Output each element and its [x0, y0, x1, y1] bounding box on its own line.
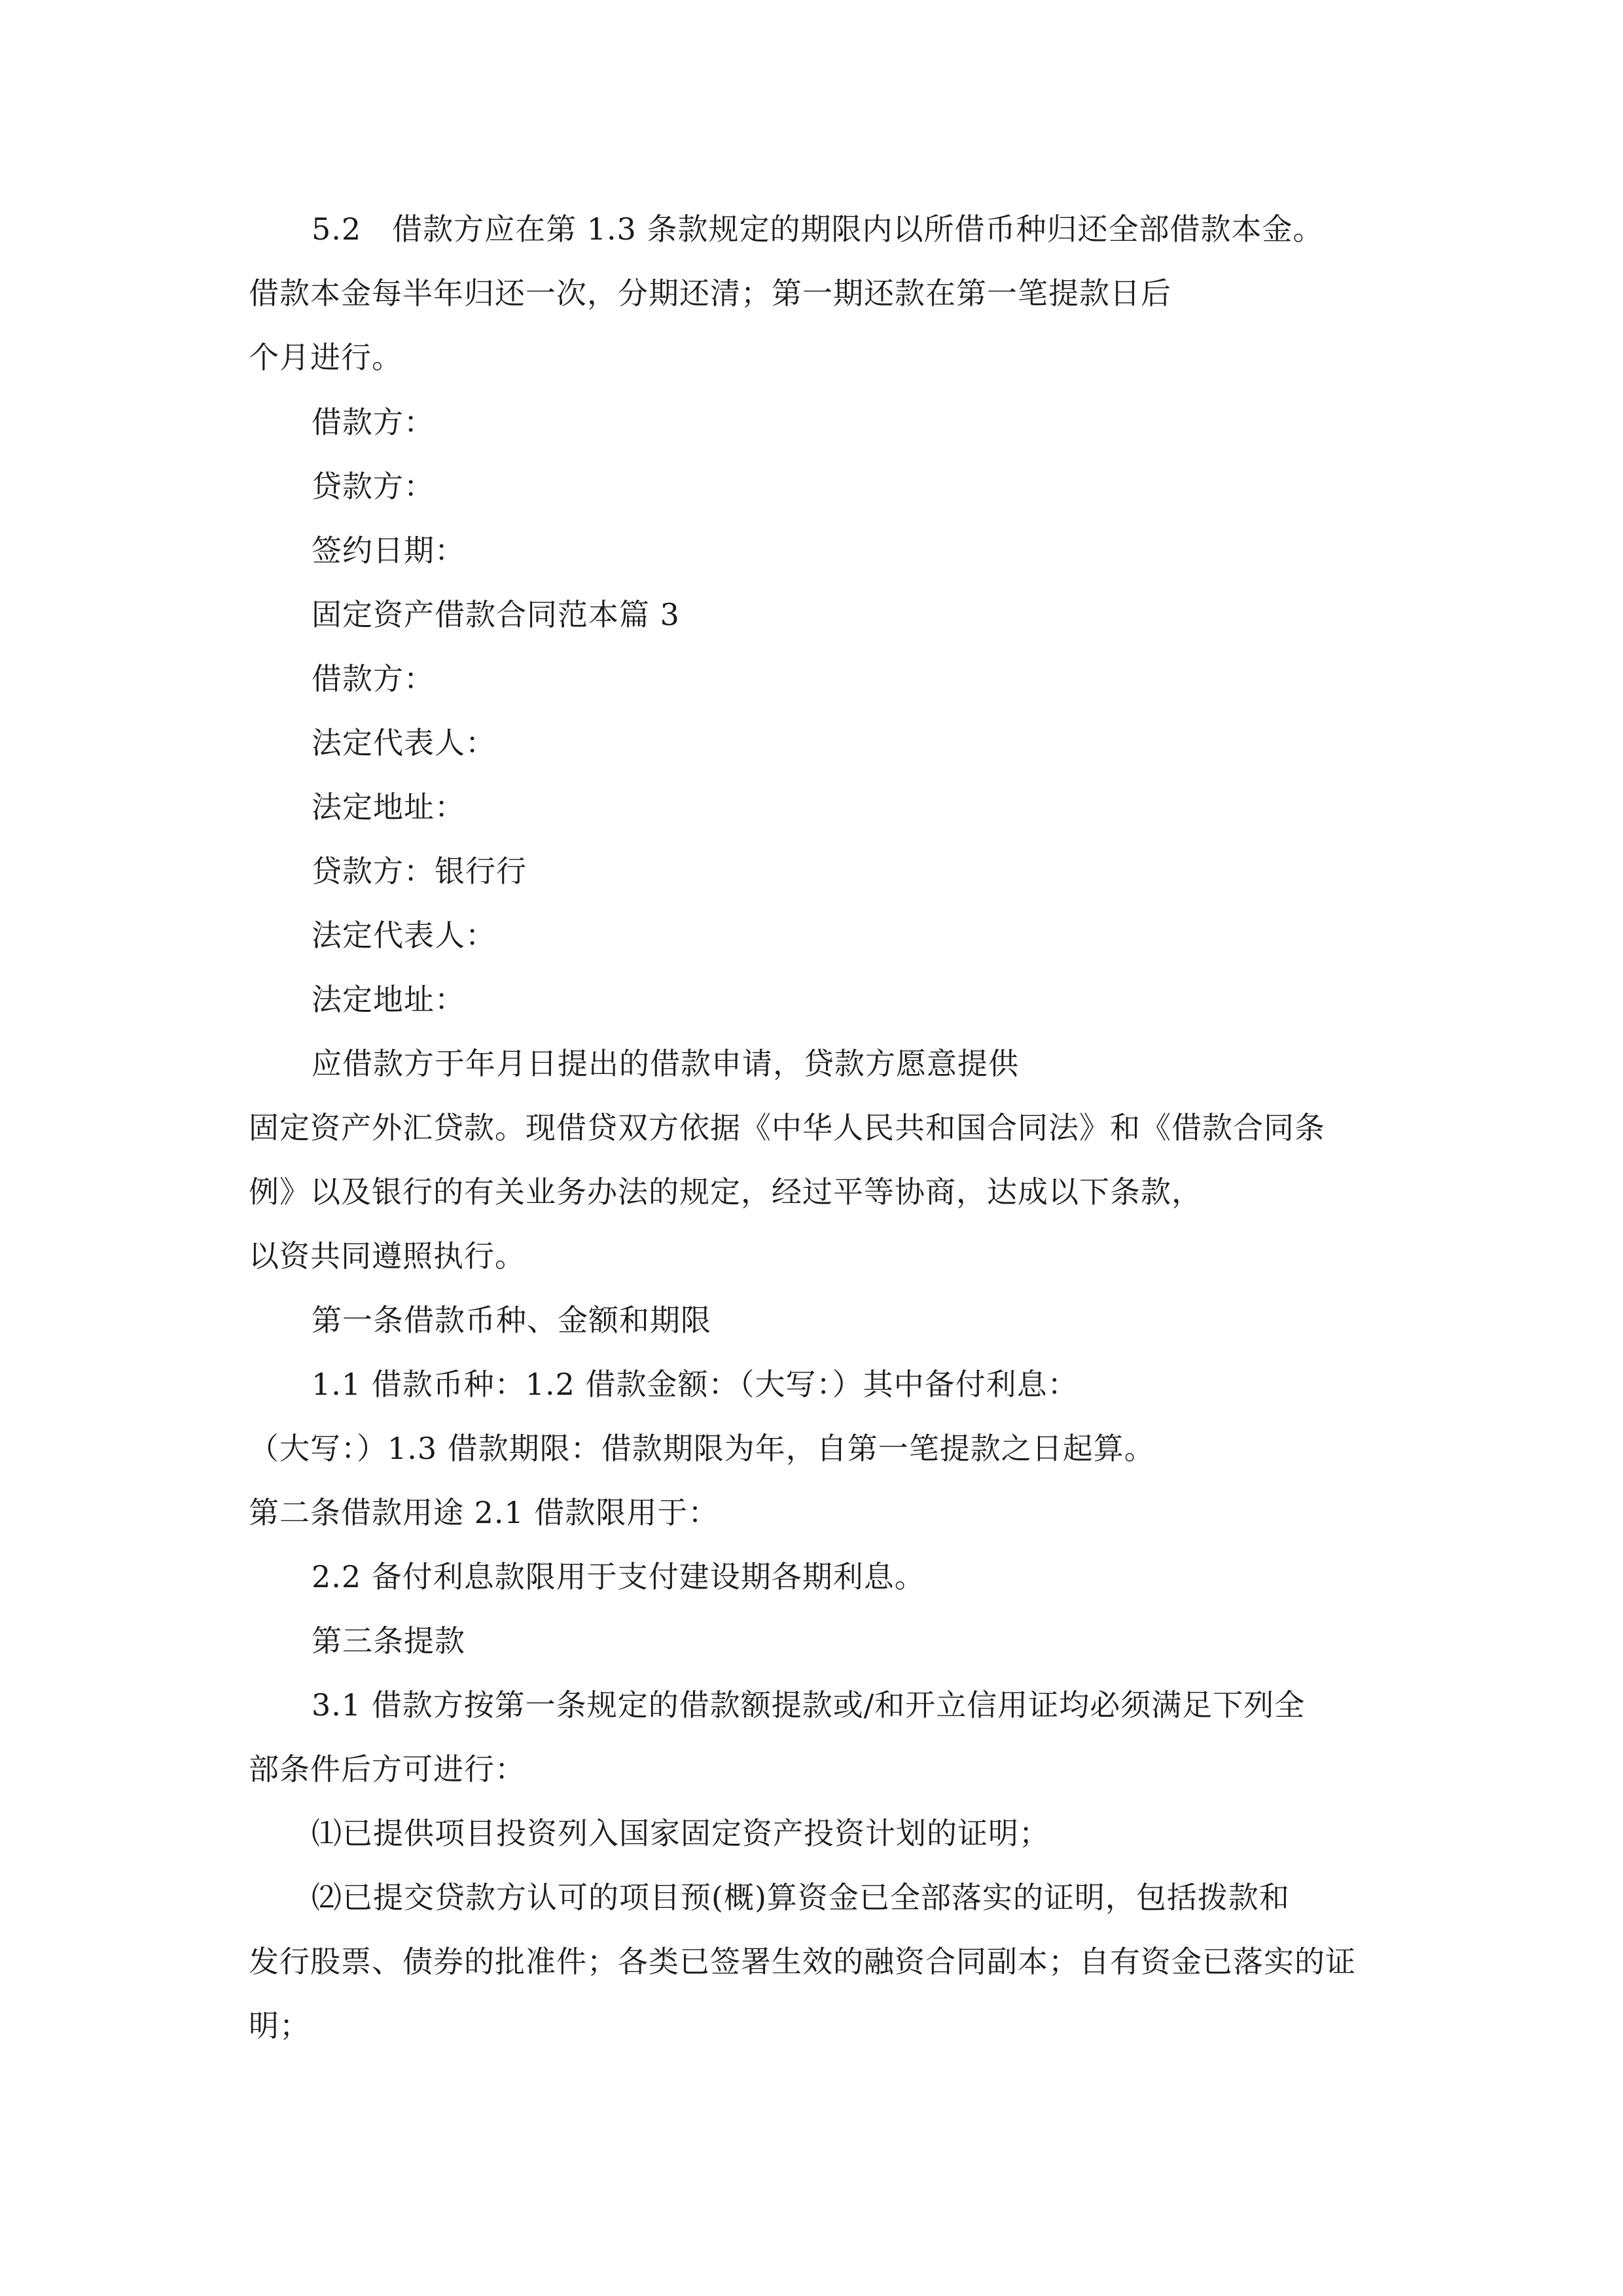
para-5-2-line-1	[312, 211, 1324, 247]
article-1-line-1	[312, 1369, 1079, 1403]
article-1-heading-text: 第一条借款币种、金额和期限	[312, 1302, 711, 1338]
sign-lender-label: 贷款方：	[312, 469, 435, 504]
article-3-text: 部条件后方可进行：	[249, 1751, 526, 1787]
article-1-text: 1.2 借款金额：（大写：	[525, 1367, 832, 1402]
party-lender-addr	[312, 984, 465, 1018]
article-3-item-text: 明；	[249, 2008, 310, 2043]
section-title	[312, 597, 680, 632]
intro-text: 月	[496, 1046, 527, 1081]
intro-text: 日提出的借款申请，贷款方愿意提供	[527, 1046, 1019, 1081]
para-5-2-text: 借款本金每半年归还一次，分	[249, 276, 649, 311]
intro-text: 固定资产外汇贷款。现借贷双方依据《中华人民共和国合同法》和《借款合同条	[249, 1110, 1325, 1145]
para-5-2-text: 期还清；第一期还款在第一笔提款日后	[649, 276, 1171, 311]
article-1-text: （大写：	[249, 1431, 357, 1466]
party-lender-rep-label: 法定代表人：	[312, 918, 496, 953]
sign-borrower	[312, 404, 435, 440]
article-3-line-2	[249, 1751, 526, 1787]
article-2-text: 第二条借款用途 2.1 借款限用于：	[249, 1495, 719, 1530]
article-3-heading	[312, 1623, 465, 1659]
article-1-line-2	[249, 1433, 1155, 1467]
intro-line-2	[249, 1110, 1325, 1145]
article-2-heading-line	[249, 1495, 719, 1532]
party-borrower	[312, 661, 435, 698]
article-2-line-2	[312, 1559, 925, 1594]
intro-line-1	[312, 1046, 1019, 1083]
para-5-2-text: 5.2 借款方应在第 1.3 条款规定的期限内以所借币种归还全部借款本金。	[312, 211, 1324, 247]
party-lender-addr-label: 法定地址：	[312, 982, 465, 1017]
article-3-item-text: 发行股票、债券的批准件；各类已签署生效的融资合同副本；自有资金已落实的证	[249, 1944, 1356, 1979]
intro-text: 应借款方于	[312, 1046, 465, 1081]
article-1-heading	[312, 1302, 711, 1338]
intro-text: 例》以及	[249, 1174, 372, 1210]
article-3-item-text: ⑴已提供项目投资列入国家固定资产投资计划的证明；	[312, 1816, 1050, 1851]
article-3-item-1	[312, 1816, 1050, 1851]
article-3-text: 3.1 借款方按第一条规定的借款额提款或/和开立信用证均必须满足下列全	[312, 1687, 1306, 1723]
section-title-text: 固定资产借款合同范本篇 3	[312, 597, 680, 632]
article-1-text: ）其中备付利息：	[832, 1367, 1079, 1402]
party-lender	[312, 853, 527, 890]
party-lender-branch: 行	[496, 853, 527, 889]
intro-text: 银行的有关业务办法的规定，经过平等协商，达成以下条款，	[372, 1174, 1202, 1210]
intro-text: 年	[465, 1046, 496, 1081]
party-borrower-addr	[312, 789, 465, 826]
article-3-line-1	[312, 1687, 1306, 1723]
article-3-item-2-line-1	[312, 1880, 1290, 1915]
intro-text: 以资共同遵照执行。	[249, 1238, 526, 1274]
party-borrower-rep-label: 法定代表人：	[312, 725, 496, 761]
para-5-2-text: 个月进行。	[249, 340, 402, 375]
party-lender-bank: 银行	[435, 853, 496, 889]
intro-line-4	[249, 1238, 526, 1274]
sign-date-label: 签约日期：	[312, 533, 465, 568]
article-3-item-text: ⑵已提交贷款方认可的项目预(概)算资金已全部落实的证明，包括拨款和	[312, 1880, 1290, 1915]
party-borrower-addr-label: 法定地址：	[312, 789, 465, 825]
intro-line-3	[249, 1174, 1202, 1211]
party-lender-label: 贷款方：	[312, 853, 435, 889]
article-2-text: 2.2 备付利息款限用于支付建设期各期利息。	[312, 1559, 925, 1594]
party-borrower-rep	[312, 725, 496, 762]
article-3-item-2-line-2	[249, 1946, 1356, 1977]
article-1-text: ）1.3 借款期限：借款期限为	[357, 1431, 755, 1466]
article-1-text: 年，自第一笔提款之日起算。	[755, 1431, 1155, 1466]
para-5-2-line-2	[249, 278, 1171, 312]
sign-date	[312, 533, 465, 568]
sign-lender	[312, 469, 435, 504]
sign-borrower-label: 借款方：	[312, 404, 435, 440]
article-3-heading-text: 第三条提款	[312, 1623, 465, 1659]
party-borrower-label: 借款方：	[312, 661, 435, 696]
article-3-item-2-line-3	[249, 2008, 310, 2043]
para-5-2-line-3	[249, 340, 402, 375]
party-lender-rep	[312, 920, 496, 954]
article-1-text: 1.1 借款币种：	[312, 1367, 526, 1402]
